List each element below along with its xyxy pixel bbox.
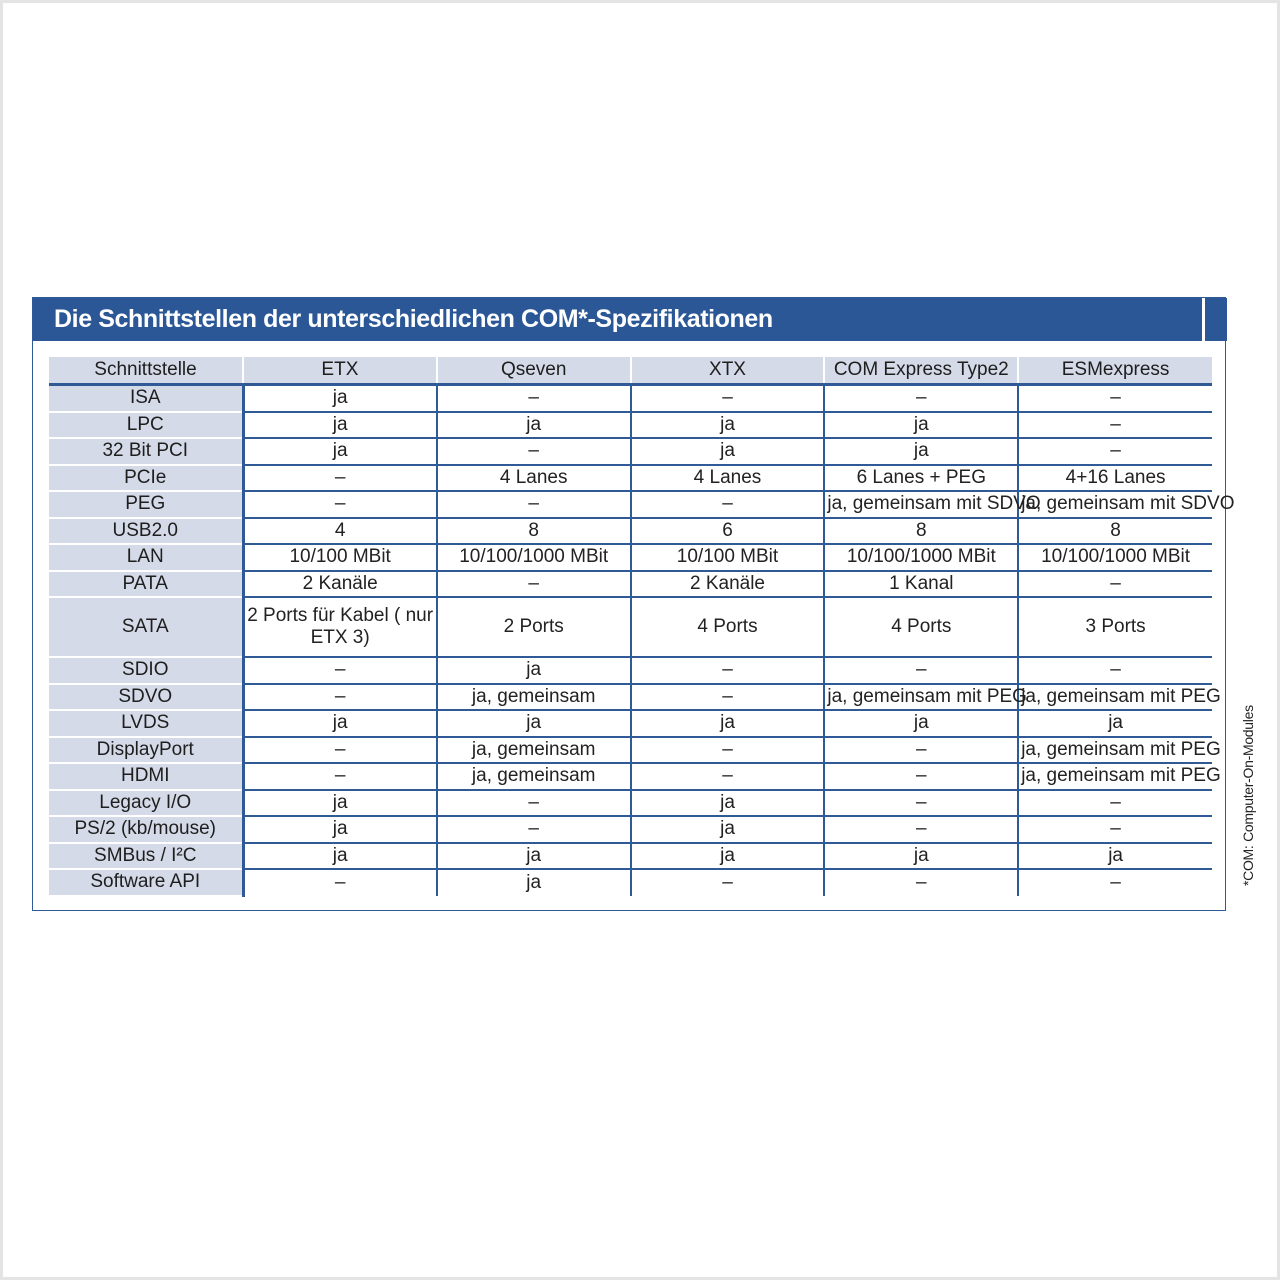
row-label: SDIO — [49, 657, 243, 684]
table-row — [49, 597, 1212, 657]
table-cell: ja — [243, 843, 437, 870]
row-label: DisplayPort — [49, 737, 243, 764]
table-cell: 6 — [631, 518, 825, 545]
table-cell: 1 Kanal — [824, 571, 1018, 598]
table-cell: 4 Ports — [631, 597, 825, 657]
table-row — [49, 412, 1212, 439]
table-cell: ja, gemeinsam mit PEG — [1018, 737, 1212, 764]
row-label: SMBus / I²C — [49, 843, 243, 870]
figure-title: Die Schnittstellen der unterschiedlichen COM*-Spezifikationen — [54, 305, 773, 333]
table-cell: 8 — [1018, 518, 1212, 545]
table-cell: ja — [824, 438, 1018, 465]
table-cell: ja — [243, 438, 437, 465]
table-cell: ja, gemeinsam mit SDVO — [824, 491, 1018, 518]
table-cell: – — [243, 465, 437, 492]
row-label: SDVO — [49, 684, 243, 711]
row-label: LVDS — [49, 710, 243, 737]
footnote: *COM: Computer-On-Modules — [1240, 705, 1256, 886]
table-cell: ja — [437, 657, 631, 684]
table-cell: ja, gemeinsam — [437, 763, 631, 790]
table-cell: – — [1018, 869, 1212, 896]
row-label: PATA — [49, 571, 243, 598]
table-cell: – — [824, 737, 1018, 764]
table-cell: ja — [631, 412, 825, 439]
row-label: ISA — [49, 385, 243, 412]
table-cell: ja, gemeinsam mit SDVO — [1018, 491, 1212, 518]
spec-table — [49, 357, 1235, 897]
table-row — [49, 438, 1212, 465]
table-cell: – — [824, 869, 1018, 896]
table-cell: – — [824, 816, 1018, 843]
table-row — [49, 544, 1212, 571]
table-cell: 10/100/1000 MBit — [1018, 544, 1212, 571]
table-cell: – — [437, 385, 631, 412]
table-cell: ja, gemeinsam mit PEG — [824, 684, 1018, 711]
table-cell: 4 Lanes — [631, 465, 825, 492]
table-row — [49, 684, 1212, 711]
column-header-etx: ETX — [243, 357, 437, 385]
table-row — [49, 737, 1212, 764]
column-header-com-express: COM Express Type2 — [824, 357, 1018, 385]
table-row — [49, 385, 1212, 412]
table-cell: ja, gemeinsam — [437, 737, 631, 764]
table-cell: ja, gemeinsam — [437, 684, 631, 711]
table-cell: – — [631, 763, 825, 790]
table-cell: ja — [437, 710, 631, 737]
row-label: SATA — [49, 597, 243, 657]
table-cell: – — [631, 684, 825, 711]
table-cell: ja — [243, 385, 437, 412]
table-cell: ja — [631, 816, 825, 843]
column-header-qseven: Qseven — [437, 357, 631, 385]
table-cell: 8 — [437, 518, 631, 545]
table-cell: – — [824, 657, 1018, 684]
table-cell: – — [437, 438, 631, 465]
row-label: Software API — [49, 869, 243, 896]
table-row — [49, 491, 1212, 518]
title-divider — [1202, 298, 1205, 341]
title-bar — [33, 298, 1227, 341]
table-cell: 2 Kanäle — [631, 571, 825, 598]
column-header-esmexpress: ESMexpress — [1018, 357, 1212, 385]
table-cell: – — [631, 869, 825, 896]
table-cell: – — [631, 385, 825, 412]
table-cell: ja — [631, 438, 825, 465]
table-row — [49, 869, 1212, 896]
table-cell: ja — [437, 869, 631, 896]
table-row — [49, 465, 1212, 492]
header-row — [49, 357, 1212, 385]
row-label: PS/2 (kb/mouse) — [49, 816, 243, 843]
table-cell: 3 Ports — [1018, 597, 1212, 657]
table-cell: ja — [243, 412, 437, 439]
column-header-xtx: XTX — [631, 357, 825, 385]
table-cell: ja — [631, 790, 825, 817]
row-label: LPC — [49, 412, 243, 439]
table-cell: – — [1018, 657, 1212, 684]
table-cell: – — [243, 763, 437, 790]
table-body — [49, 385, 1235, 896]
table-cell: ja, gemeinsam mit PEG — [1018, 763, 1212, 790]
table-cell: 4 — [243, 518, 437, 545]
table-cell: – — [437, 816, 631, 843]
row-label: PCIe — [49, 465, 243, 492]
table-cell: 2 Ports für Kabel ( nur ETX 3) — [243, 597, 437, 657]
table-cell: ja — [824, 412, 1018, 439]
table-cell: ja — [631, 843, 825, 870]
table-cell: – — [243, 684, 437, 711]
table-cell: ja — [824, 710, 1018, 737]
table-row — [49, 657, 1212, 684]
table-row — [49, 843, 1212, 870]
table-cell: – — [334, 871, 346, 893]
table-row — [49, 816, 1212, 843]
table-cell: – — [824, 790, 1018, 817]
table-cell: – — [437, 790, 631, 817]
table-cell: – — [1018, 412, 1212, 439]
table-cell: – — [243, 657, 437, 684]
table-cell: 10/100/1000 MBit — [824, 544, 1018, 571]
table-cell: 10/100 MBit — [631, 544, 825, 571]
table-cell: – — [1018, 571, 1212, 598]
table-cell: 6 Lanes + PEG — [824, 465, 1018, 492]
table-cell: ja — [243, 816, 437, 843]
table-cell: ja — [824, 843, 1018, 870]
row-label: PEG — [49, 491, 243, 518]
table-cell: – — [631, 657, 825, 684]
table-cell: ja — [243, 790, 437, 817]
table-cell: – — [437, 571, 631, 598]
table-cell: ja, gemeinsam mit PEG — [1018, 684, 1212, 711]
table-cell: 10/100 MBit — [243, 544, 437, 571]
table-cell: ja — [437, 412, 631, 439]
comparison-figure — [32, 297, 1235, 911]
table-cell: – — [631, 737, 825, 764]
table-row — [49, 518, 1212, 545]
table-cell: ja — [243, 710, 437, 737]
row-label: 32 Bit PCI — [49, 438, 243, 465]
table-cell: – — [824, 763, 1018, 790]
table-cell: 10/100/1000 MBit — [437, 544, 631, 571]
column-header-interface: Schnittstelle — [49, 357, 243, 385]
table-cell: 2 Kanäle — [243, 571, 437, 598]
table-cell: 4+16 Lanes — [1018, 465, 1212, 492]
table-cell: – — [437, 491, 631, 518]
row-label: USB2.0 — [49, 518, 243, 545]
table-cell: – — [1018, 816, 1212, 843]
table-cell: ja — [1018, 710, 1212, 737]
table-cell: – — [1018, 438, 1212, 465]
table-row — [49, 790, 1212, 817]
table-cell: ja — [437, 843, 631, 870]
table-cell: – — [243, 491, 437, 518]
row-label: Legacy I/O — [49, 790, 243, 817]
table-cell: – — [631, 491, 825, 518]
table-cell: – — [1018, 385, 1212, 412]
table-cell: 2 Ports — [437, 597, 631, 657]
row-label: HDMI — [49, 763, 243, 790]
table-cell: – — [1018, 790, 1212, 817]
table-cell: 4 Lanes — [437, 465, 631, 492]
table-cell: – — [824, 385, 1018, 412]
table-row — [49, 710, 1212, 737]
row-label: LAN — [49, 544, 243, 571]
table-cell: ja — [1018, 843, 1212, 870]
table-cell: 4 Ports — [824, 597, 1018, 657]
table-row — [49, 571, 1212, 598]
table-cell: – — [243, 737, 437, 764]
table-row — [49, 763, 1212, 790]
table-cell: 8 — [824, 518, 1018, 545]
table-cell: ja — [631, 710, 825, 737]
